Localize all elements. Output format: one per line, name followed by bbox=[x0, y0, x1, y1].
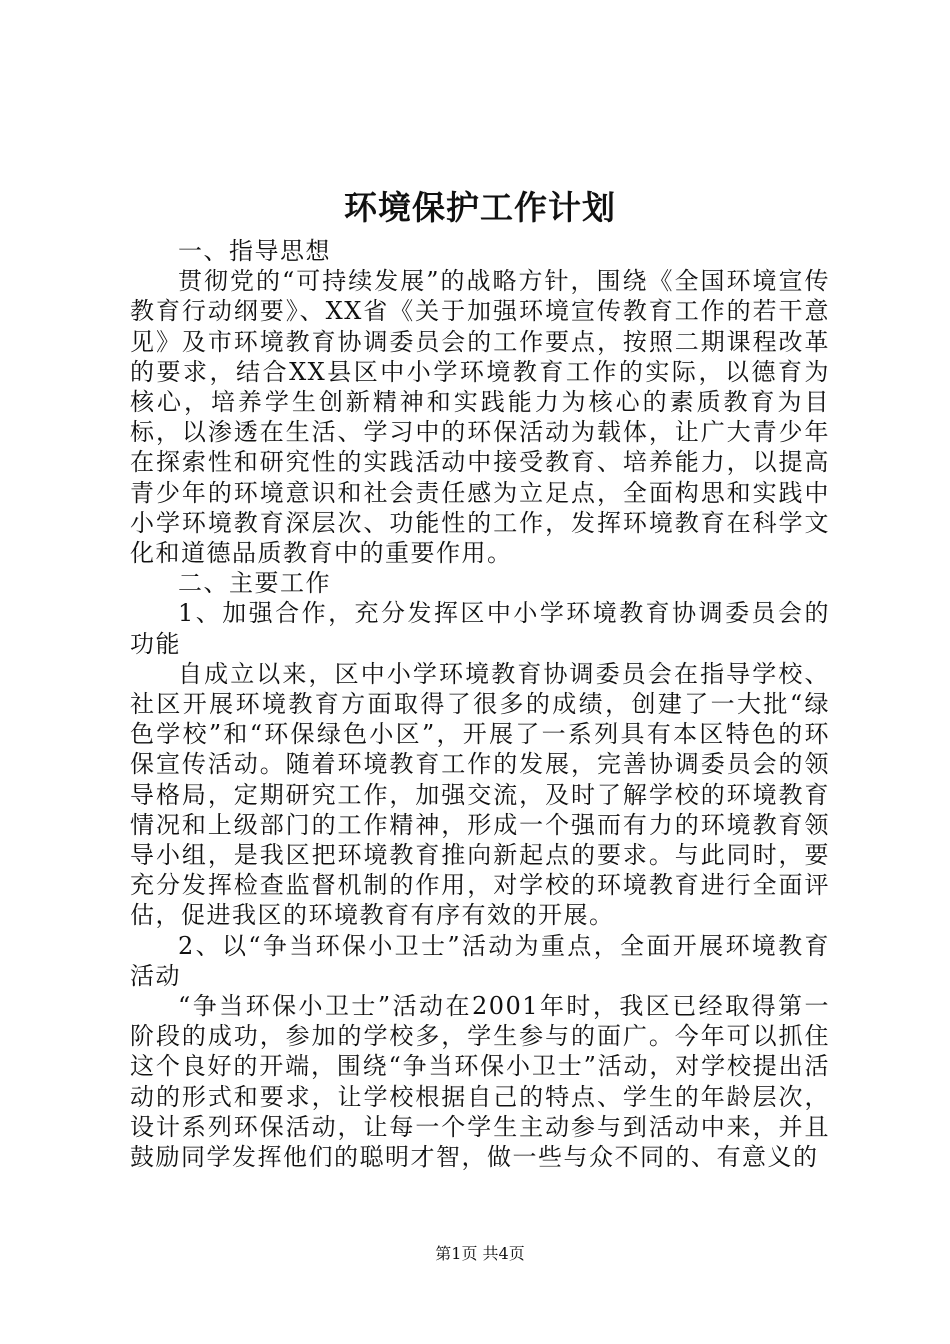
document-title: 环境保护工作计划 bbox=[344, 188, 616, 227]
section-heading: 二、主要工作 bbox=[178, 569, 331, 598]
subsection-heading: 1、加强合作，充分发挥区中小学环境教育协调委员会的功能 bbox=[130, 599, 830, 658]
subsection-heading: 2、以“争当环保小卫士”活动为重点，全面开展环境教育活动 bbox=[130, 931, 830, 990]
document-page bbox=[130, 0, 830, 1344]
body-paragraph: 自成立以来，区中小学环境教育协调委员会在指导学校、社区开展环境教育方面取得了很多的成绩，创建了一大批“绿色学校”和“环保绿色小区”，开展了一系列具有本区特色的环保宣传活动。随着环境教育工作的发展，完善协调委员会的领导格局，定期研究工作，加强交流，及时了解学校的环境教育情况和上级部门的工作精神，形成一个强而有力的环境教育领导小组，是我区把环境教育推向新起点的要求。与此同时，要充分发挥检查监督机制的作用，对学校的环境教育进行全面评估，促进我区的环境教育有序有效的开展。 bbox=[130, 659, 830, 930]
document-body bbox=[130, 236, 830, 1172]
body-paragraph: 贯彻党的“可持续发展”的战略方针，围绕《全国环境宣传教育行动纲要》、XX省《关于加强环境宣传教育工作的若干意见》及市环境教育协调委员会的工作要点，按照二期课程改革的要求，结合XX县区中小学环境教育工作的实际，以德育为核心，培养学生创新精神和实践能力为核心的素质教育为目标，以渗透在生活、学习中的环保活动为载体，让广大青少年在探索性和研究性的实践活动中接受教育、培养能力，以提高青少年的环境意识和社会责任感为立足点，全面构思和实践中小学环境教育深层次、功能性的工作，发挥环境教育在科学文化和道德品质教育中的重要作用。 bbox=[130, 267, 830, 568]
section-heading: 一、指导思想 bbox=[178, 237, 331, 265]
page-number-footer: 第1页 共4页 bbox=[435, 1244, 525, 1263]
body-paragraph: “争当环保小卫士”活动在2001年时，我区已经取得第一阶段的成功，参加的学校多，学生参与的面广。今年可以抓住这个良好的开端，围绕“争当环保小卫士”活动，对学校提出活动的形式和要求，让学校根据自己的特点、学生的年龄层次，设计系列环保活动，让每一个学生主动参与到活动中来，并且鼓励同学发挥他们的聪明才智，做一些与众不同的、有意义的 bbox=[130, 992, 830, 1172]
